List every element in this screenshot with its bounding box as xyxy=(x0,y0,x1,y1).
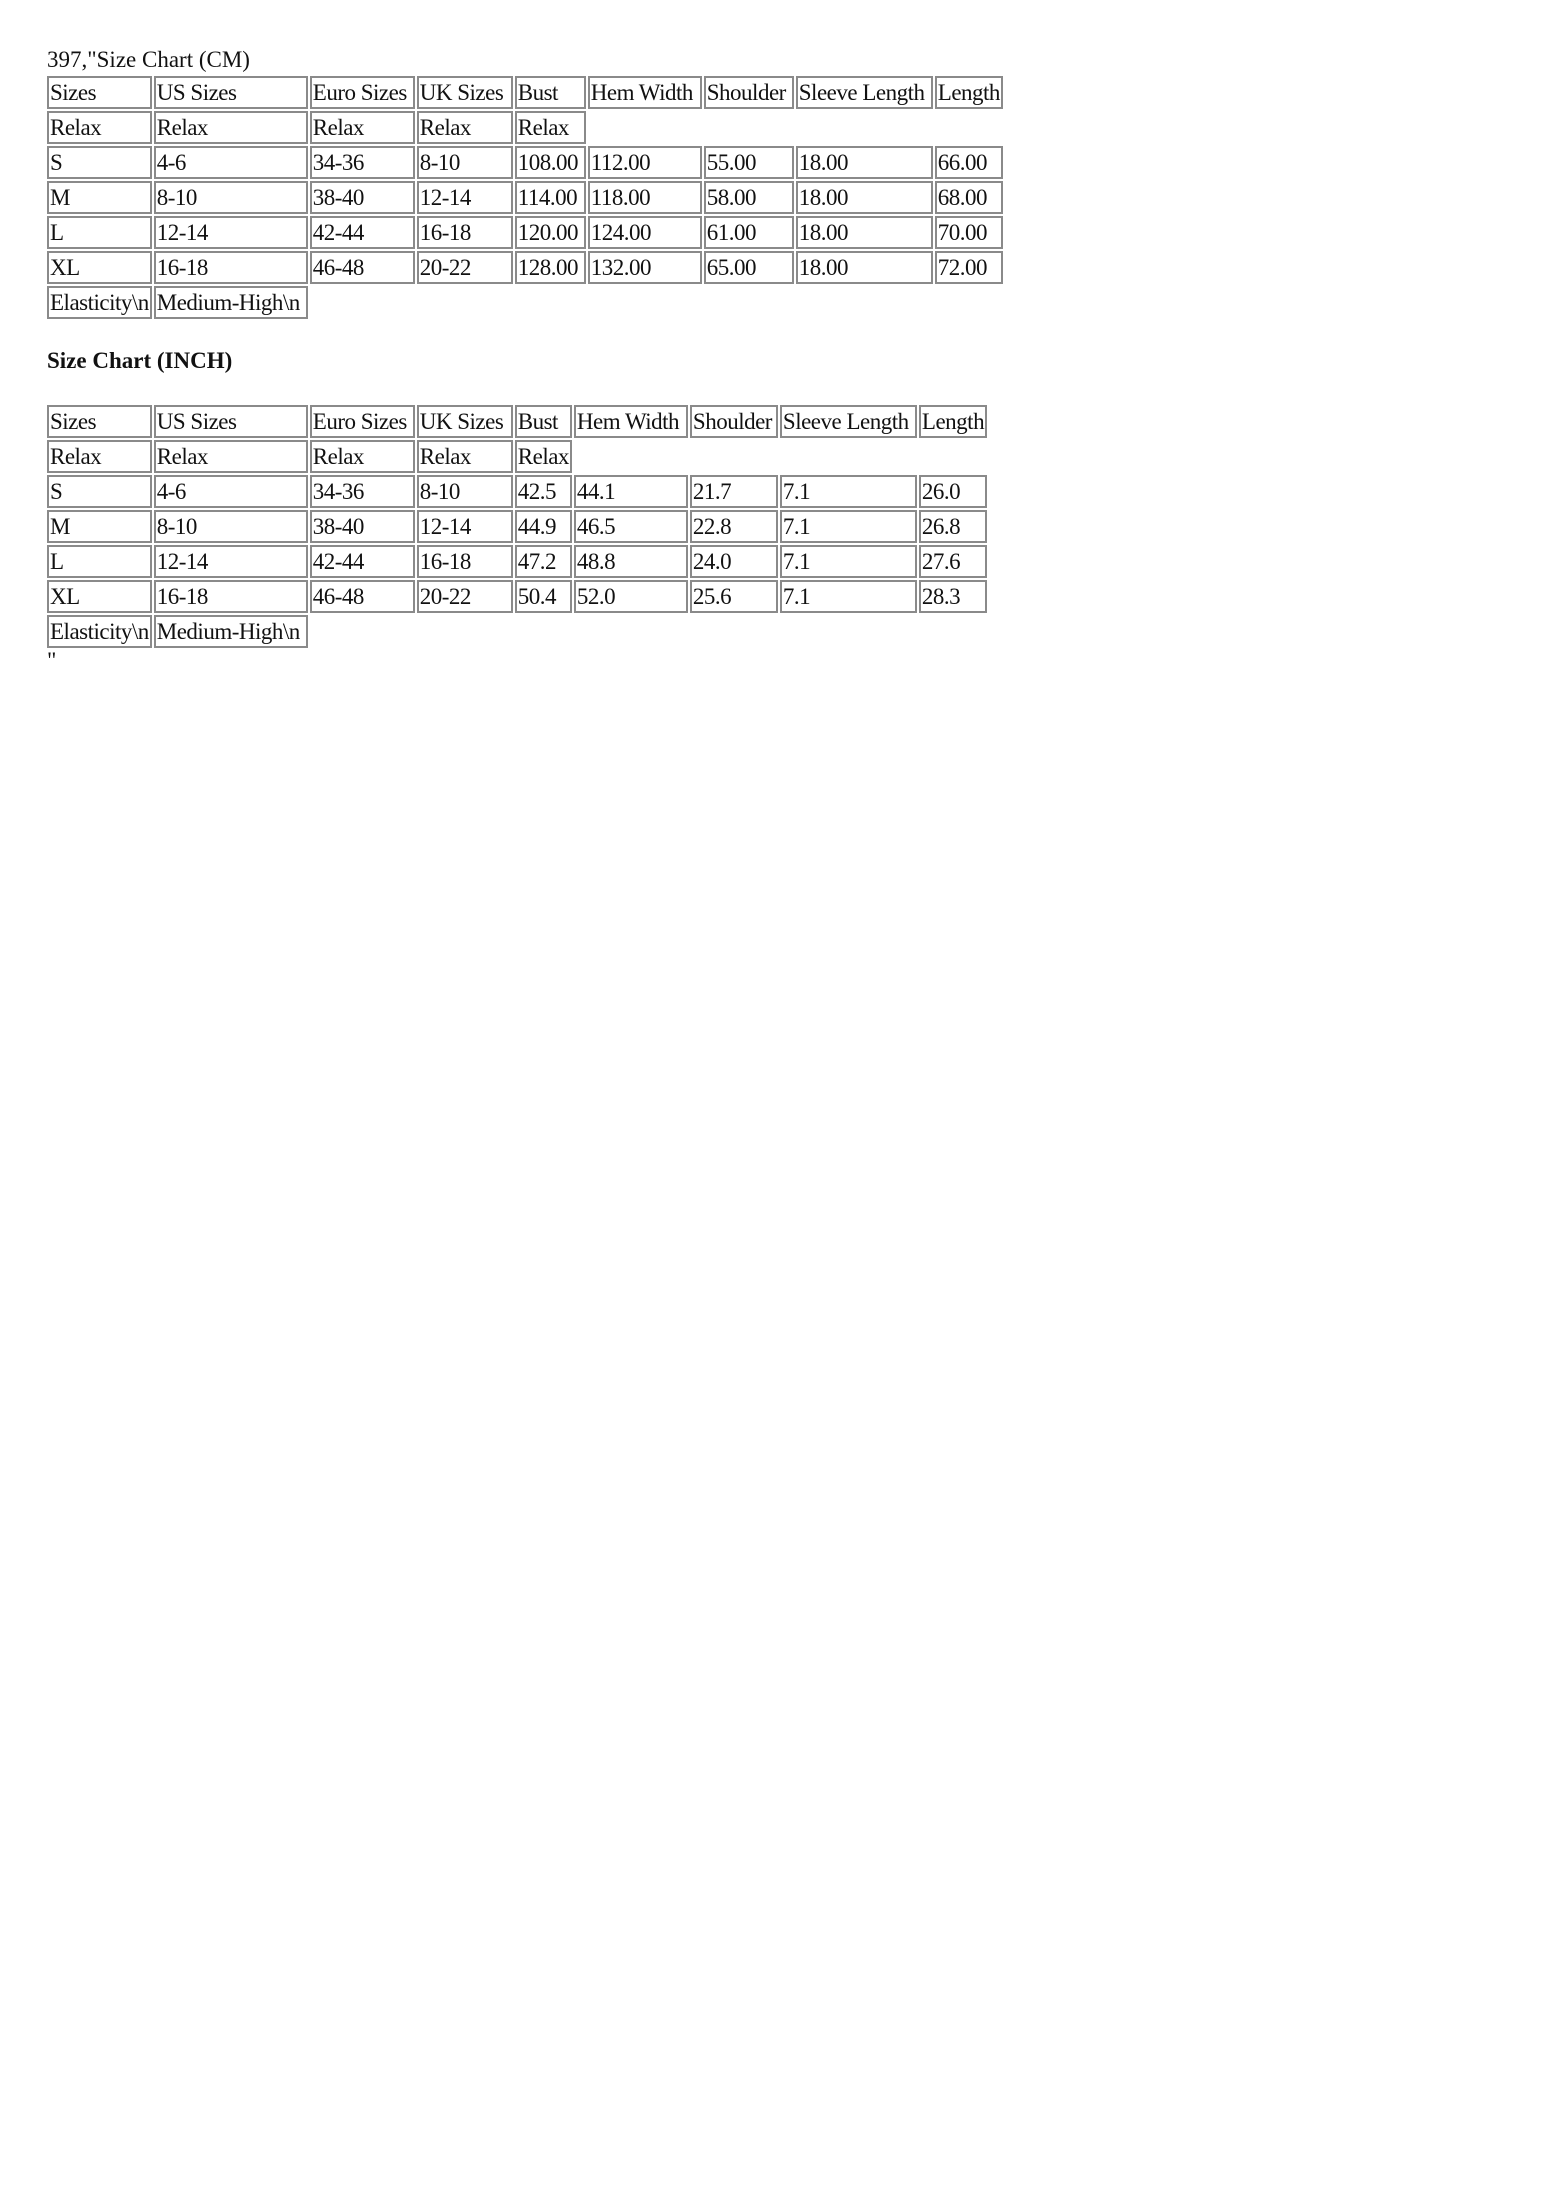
table-cell: 46-48 xyxy=(310,580,415,613)
table-cell: 22.8 xyxy=(690,510,778,543)
table-cell: 46.5 xyxy=(574,510,688,543)
header-cell: Sizes xyxy=(47,405,152,438)
header-cell: US Sizes xyxy=(154,405,308,438)
table-row xyxy=(47,545,987,578)
table-cell: 46-48 xyxy=(310,251,415,284)
table-cell: 12-14 xyxy=(154,216,308,249)
table-cell: 16-18 xyxy=(417,216,513,249)
relax-cell: Relax xyxy=(417,440,513,473)
table-cell: 112.00 xyxy=(588,146,702,179)
table-cell: 21.7 xyxy=(690,475,778,508)
table-cell: S xyxy=(47,475,152,508)
table-cell: 108.00 xyxy=(515,146,586,179)
table-cell: 34-36 xyxy=(310,475,415,508)
header-row xyxy=(47,405,987,438)
table-cell: 47.2 xyxy=(515,545,572,578)
table-cell: 44.1 xyxy=(574,475,688,508)
table-cell: 12-14 xyxy=(154,545,308,578)
header-cell: Hem Width xyxy=(588,76,702,109)
table-cell: L xyxy=(47,216,152,249)
empty-cell xyxy=(310,615,987,648)
elasticity-label-cell: Elasticity\n xyxy=(47,286,152,319)
table-cell: 18.00 xyxy=(796,146,933,179)
elasticity-value-cell: Medium-High\n xyxy=(154,286,308,319)
table-row xyxy=(47,216,1003,249)
table-cell: 128.00 xyxy=(515,251,586,284)
table-cell: 70.00 xyxy=(935,216,1003,249)
table-cell: XL xyxy=(47,580,152,613)
relax-row xyxy=(47,440,987,473)
table-cell: 42-44 xyxy=(310,545,415,578)
table-cell: 52.0 xyxy=(574,580,688,613)
header-cell: Hem Width xyxy=(574,405,688,438)
table-cell: 118.00 xyxy=(588,181,702,214)
table-cell: 18.00 xyxy=(796,251,933,284)
relax-cell: Relax xyxy=(154,440,308,473)
table-cell: 42-44 xyxy=(310,216,415,249)
table-cell: 18.00 xyxy=(796,181,933,214)
table-cell: 38-40 xyxy=(310,181,415,214)
table-cell: L xyxy=(47,545,152,578)
table-cell: 16-18 xyxy=(154,251,308,284)
relax-cell: Relax xyxy=(310,111,415,144)
table-row xyxy=(47,181,1003,214)
table-cell: 18.00 xyxy=(796,216,933,249)
table-cell: 34-36 xyxy=(310,146,415,179)
table-cell: 26.8 xyxy=(919,510,987,543)
header-cell: Sleeve Length xyxy=(796,76,933,109)
table-cell: 48.8 xyxy=(574,545,688,578)
empty-cell xyxy=(310,286,1003,319)
table-row xyxy=(47,475,987,508)
table-cell: XL xyxy=(47,251,152,284)
header-cell: Sleeve Length xyxy=(780,405,917,438)
table-cell: 20-22 xyxy=(417,251,513,284)
table-cell: 20-22 xyxy=(417,580,513,613)
table-cell: 28.3 xyxy=(919,580,987,613)
table-cell: 61.00 xyxy=(704,216,794,249)
table-cell: 114.00 xyxy=(515,181,586,214)
table-cell: 38-40 xyxy=(310,510,415,543)
elasticity-value-cell: Medium-High\n xyxy=(154,615,308,648)
empty-cell xyxy=(574,440,987,473)
table-cell: 8-10 xyxy=(417,146,513,179)
header-cell: UK Sizes xyxy=(417,76,513,109)
header-cell: Bust xyxy=(515,76,586,109)
size-chart-cm-table xyxy=(45,74,1005,321)
relax-cell: Relax xyxy=(515,440,572,473)
table-cell: 55.00 xyxy=(704,146,794,179)
table-cell: M xyxy=(47,181,152,214)
table-cell: 7.1 xyxy=(780,545,917,578)
header-cell: Shoulder xyxy=(704,76,794,109)
document-page xyxy=(47,46,1005,672)
header-cell: US Sizes xyxy=(154,76,308,109)
table-row xyxy=(47,580,987,613)
table-cell: 26.0 xyxy=(919,475,987,508)
table-cell: 66.00 xyxy=(935,146,1003,179)
table-cell: 12-14 xyxy=(417,510,513,543)
header-cell: Length xyxy=(935,76,1003,109)
table-cell: 4-6 xyxy=(154,146,308,179)
table-cell: 124.00 xyxy=(588,216,702,249)
table-row xyxy=(47,146,1003,179)
header-cell: Bust xyxy=(515,405,572,438)
table-cell: 44.9 xyxy=(515,510,572,543)
header-cell: Length xyxy=(919,405,987,438)
table-cell: 24.0 xyxy=(690,545,778,578)
header-cell: UK Sizes xyxy=(417,405,513,438)
relax-cell: Relax xyxy=(47,440,152,473)
table-cell: 7.1 xyxy=(780,580,917,613)
table-cell: S xyxy=(47,146,152,179)
header-cell: Shoulder xyxy=(690,405,778,438)
table-cell: 120.00 xyxy=(515,216,586,249)
table-cell: 42.5 xyxy=(515,475,572,508)
table-cell: 68.00 xyxy=(935,181,1003,214)
table-cell: 7.1 xyxy=(780,475,917,508)
table-cell: 8-10 xyxy=(417,475,513,508)
relax-cell: Relax xyxy=(154,111,308,144)
table-cell: 4-6 xyxy=(154,475,308,508)
table-cell: 50.4 xyxy=(515,580,572,613)
relax-cell: Relax xyxy=(47,111,152,144)
header-cell: Euro Sizes xyxy=(310,76,415,109)
relax-row xyxy=(47,111,1003,144)
table-cell: 16-18 xyxy=(154,580,308,613)
header-cell: Sizes xyxy=(47,76,152,109)
table-cell: M xyxy=(47,510,152,543)
relax-cell: Relax xyxy=(310,440,415,473)
table-cell: 8-10 xyxy=(154,510,308,543)
intro-line: 397,"Size Chart (CM) xyxy=(47,47,250,72)
table-cell: 58.00 xyxy=(704,181,794,214)
table-cell: 27.6 xyxy=(919,545,987,578)
table-cell: 25.6 xyxy=(690,580,778,613)
relax-cell: Relax xyxy=(515,111,586,144)
table-row xyxy=(47,510,987,543)
table-row xyxy=(47,251,1003,284)
relax-cell: Relax xyxy=(417,111,513,144)
inch-chart-heading: Size Chart (INCH) xyxy=(47,348,233,373)
elasticity-row xyxy=(47,286,1003,319)
table-cell: 16-18 xyxy=(417,545,513,578)
table-cell: 65.00 xyxy=(704,251,794,284)
closing-quote-mark: " xyxy=(47,648,57,673)
header-row xyxy=(47,76,1003,109)
empty-cell xyxy=(588,111,1003,144)
header-cell: Euro Sizes xyxy=(310,405,415,438)
table-cell: 132.00 xyxy=(588,251,702,284)
table-cell: 12-14 xyxy=(417,181,513,214)
elasticity-row xyxy=(47,615,987,648)
elasticity-label-cell: Elasticity\n xyxy=(47,615,152,648)
table-cell: 72.00 xyxy=(935,251,1003,284)
table-cell: 7.1 xyxy=(780,510,917,543)
table-cell: 8-10 xyxy=(154,181,308,214)
size-chart-inch-table xyxy=(45,403,989,650)
